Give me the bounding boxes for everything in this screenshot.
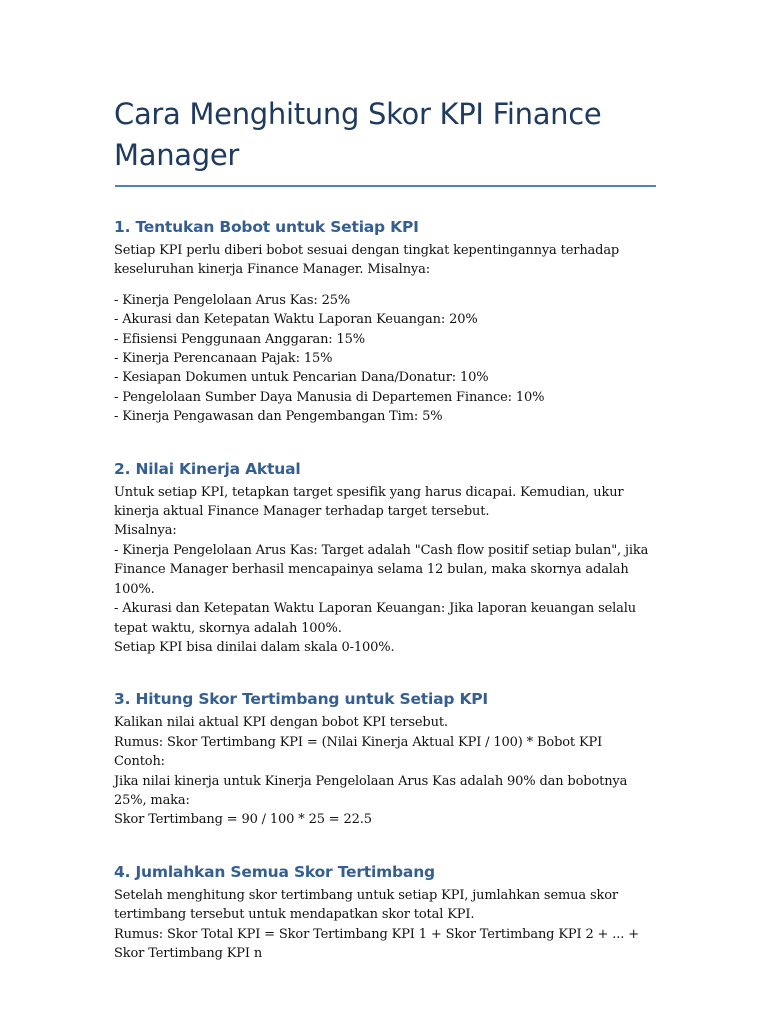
section-heading-nilai-kinerja: 2. Nilai Kinerja Aktual [114, 459, 301, 478]
section-heading-bobot: 1. Tentukan Bobot untuk Setiap KPI [114, 218, 419, 236]
formula-text: Rumus: Skor Tertimbang KPI = (Nilai Kinerja Aktual KPI / 100) * Bobot KPI [114, 734, 603, 750]
section-heading-skor-tertimbang: 3. Hitung Skor Tertimbang untuk Setiap KPI [114, 690, 488, 709]
list-item: - Kinerja Pengelolaan Arus Kas: 25% [114, 292, 351, 308]
section-body [114, 483, 656, 658]
section-body [114, 713, 656, 829]
section-paragraph: Misalnya: [114, 523, 177, 539]
formula-text: Skor Tertimbang = 90 / 100 * 25 = 22.5 [114, 812, 372, 828]
list-item: - Kinerja Perencanaan Pajak: 15% [114, 351, 333, 367]
list-item: - Pengelolaan Sumber Daya Manusia di Departemen Finance: 10% [114, 389, 545, 405]
list-item: - Kinerja Pengawasan dan Pengembangan Tim: 5% [114, 409, 443, 425]
section-paragraph: Untuk setiap KPI, tetapkan target spesifik yang harus dicapai. Kemudian, ukur kinerja aktual Finance Manager terhadap target tersebut. [114, 484, 624, 520]
section-paragraph: Setelah menghitung skor tertimbang untuk setiap KPI, jumlahkan semua skor tertimbang tersebut untuk mendapatkan skor total KPI. [114, 887, 618, 923]
section-paragraph: Jika nilai kinerja untuk Kinerja Pengelolaan Arus Kas adalah 90% dan bobotnya 25%, maka: [114, 773, 628, 808]
weight-list [114, 291, 656, 427]
section-heading-jumlahkan: 4. Jumlahkan Semua Skor Tertimbang [114, 862, 435, 881]
section-paragraph: Setiap KPI perlu diberi bobot sesuai dengan tingkat kepentingannya terhadap keseluruhan kinerja Finance Manager. Misalnya: [114, 243, 620, 278]
list-item: - Efisiensi Penggunaan Anggaran: 15% [114, 331, 365, 347]
document-page [114, 0, 656, 963]
list-item: - Kesiapan Dokumen untuk Pencarian Dana/Donatur: 10% [114, 370, 489, 386]
section-paragraph: - Akurasi dan Ketepatan Waktu Laporan Keuangan: Jika laporan keuangan selalu tepat waktu, skornya adalah 100%. [114, 601, 636, 636]
section-paragraph: Kalikan nilai aktual KPI dengan bobot KPI tersebut. [114, 715, 448, 731]
section-paragraph: Setiap KPI bisa dinilai dalam skala 0-100%. [114, 639, 395, 655]
formula-text: Rumus: Skor Total KPI = Skor Tertimbang KPI 1 + Skor Tertimbang KPI 2 + ... + Skor Tertimbang KPI n [114, 926, 639, 961]
document-title: Cara Menghitung Skor KPI Finance Manager [114, 97, 602, 172]
section-body [114, 886, 656, 964]
title-divider [115, 185, 656, 187]
section-paragraph: - Kinerja Pengelolaan Arus Kas: Target adalah "Cash flow positif setiap bulan", jika Finance Manager berhasil mencapainya selama 12 bulan, maka skornya adalah 100%. [114, 542, 649, 597]
section-paragraph: Contoh: [114, 754, 165, 770]
list-item: - Akurasi dan Ketepatan Waktu Laporan Keuangan: 20% [114, 312, 478, 328]
